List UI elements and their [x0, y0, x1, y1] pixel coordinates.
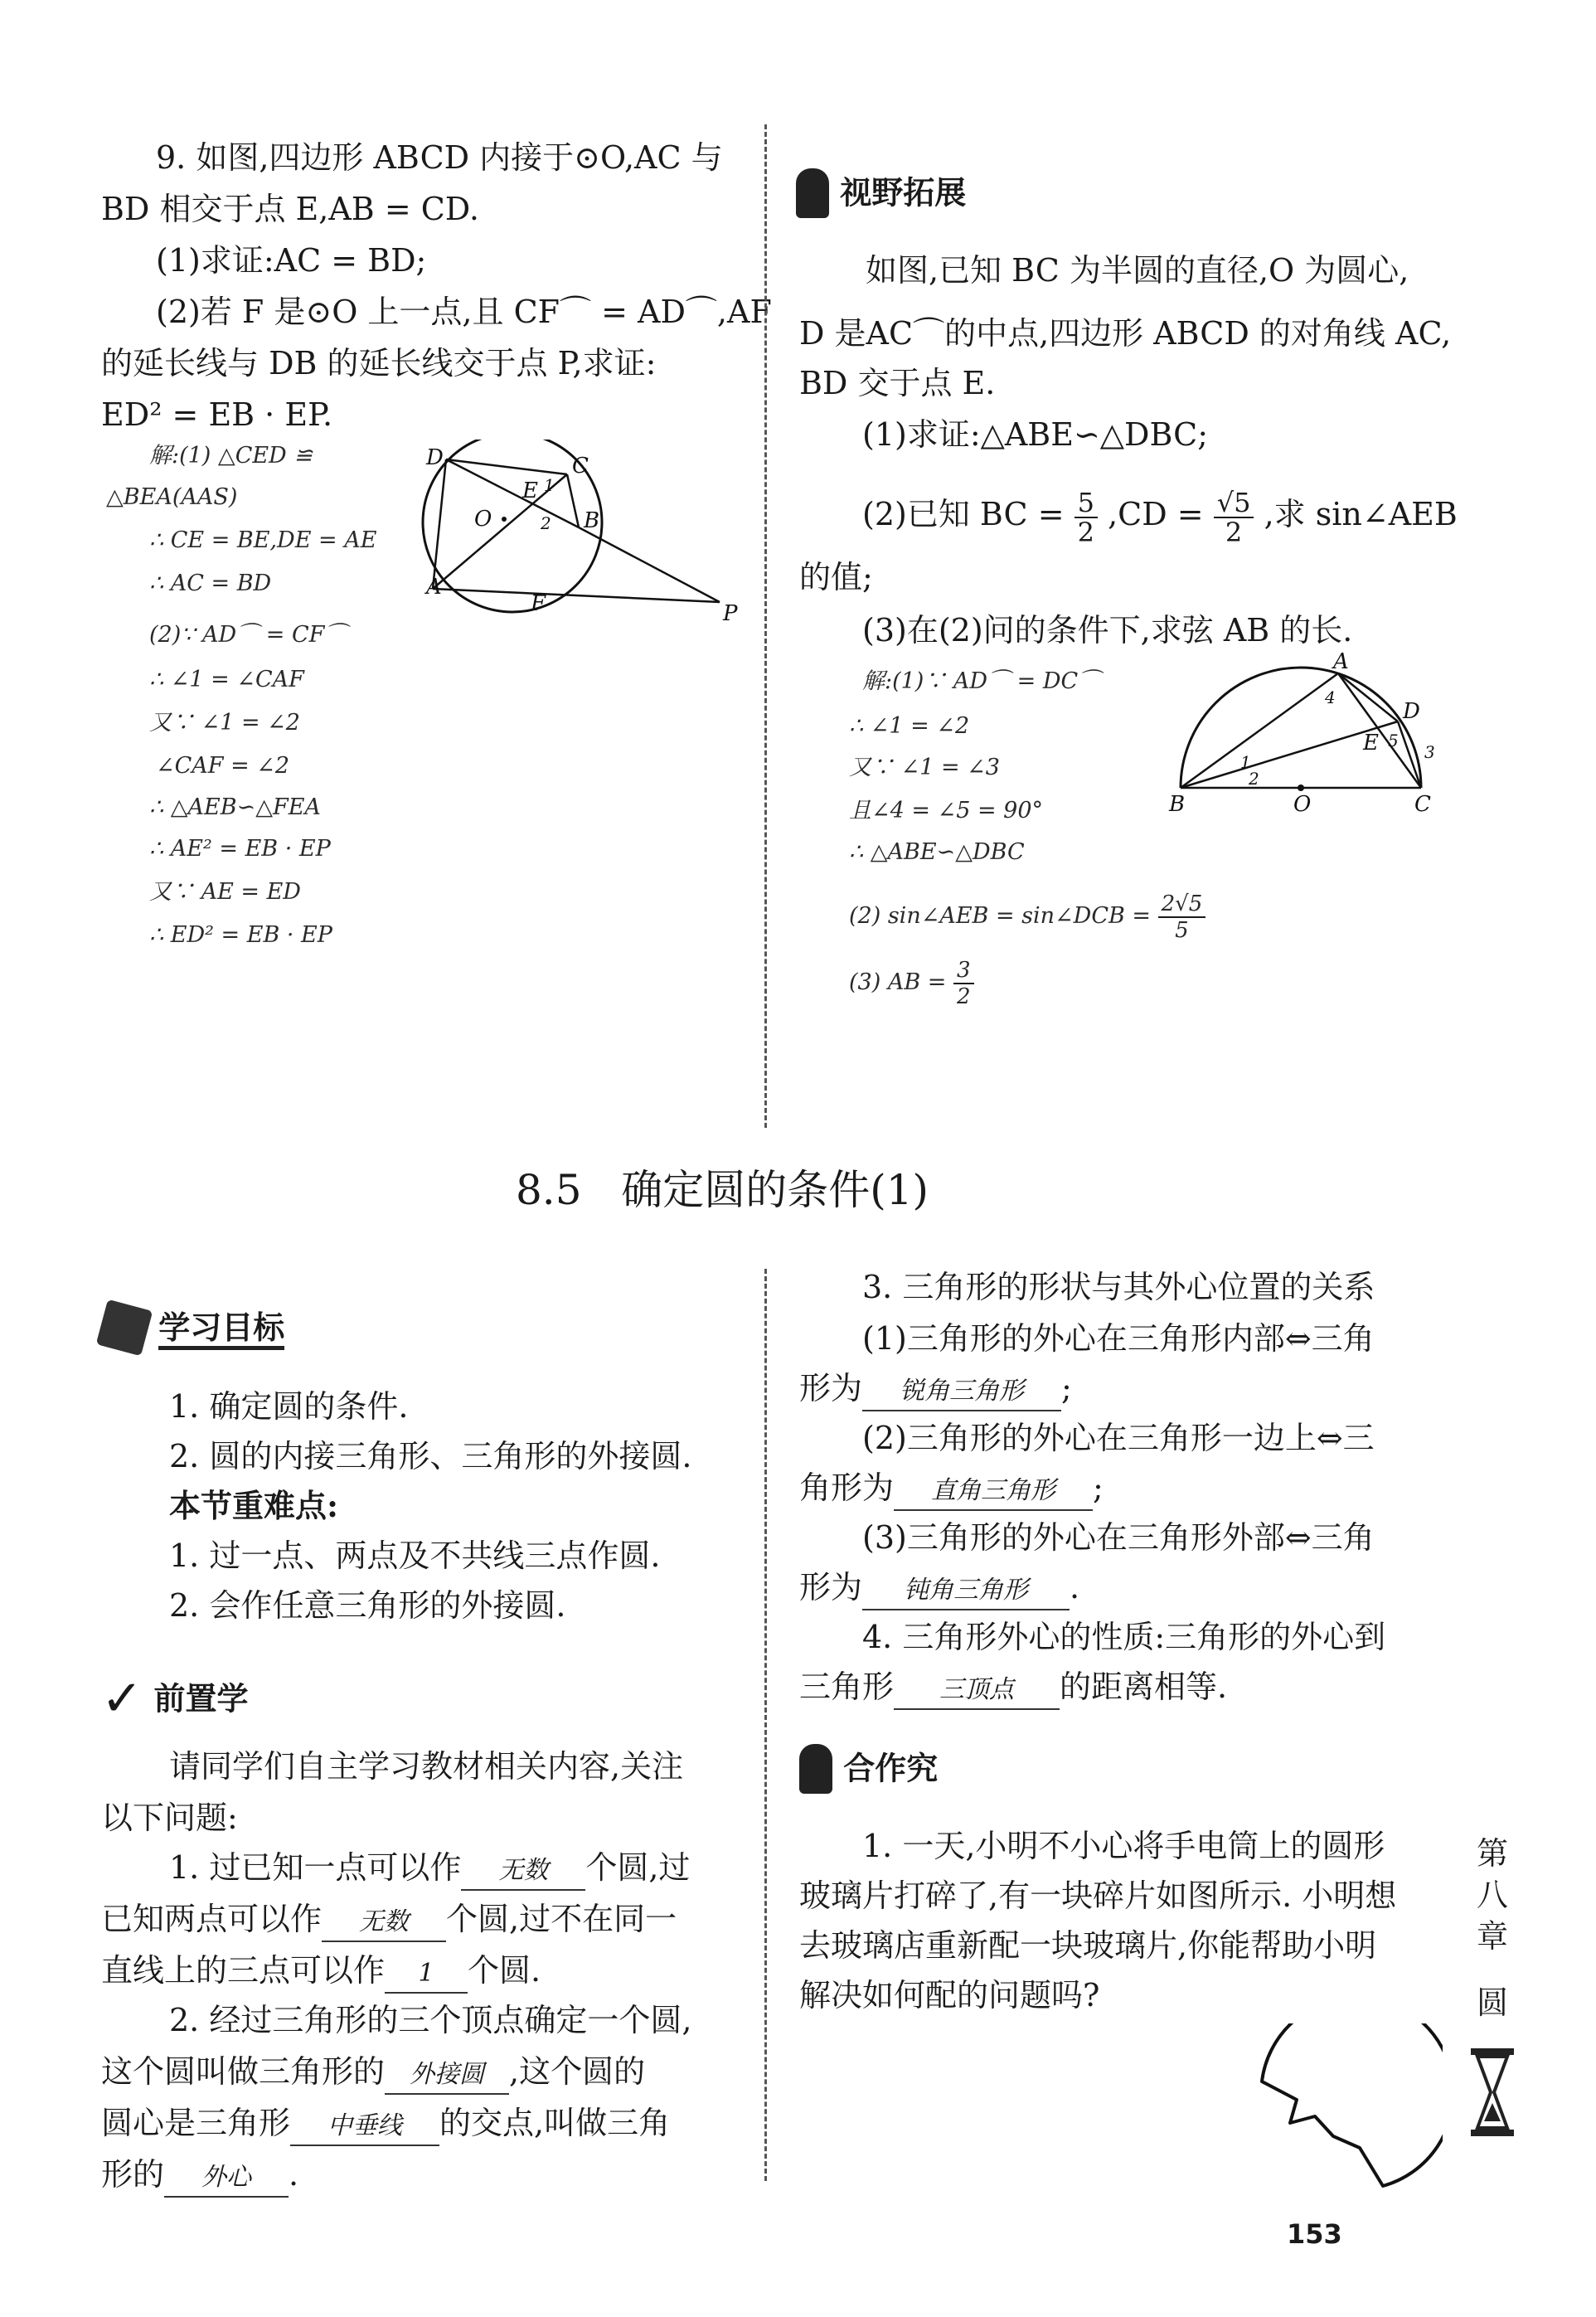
semi-label-1: 1 — [1240, 752, 1251, 772]
vision-q3: (3)在(2)问的条件下,求弦 AB 的长. — [862, 612, 1353, 648]
vision-q2-end: 的值; — [799, 559, 873, 595]
semi-label-5: 5 — [1388, 731, 1399, 750]
side-char-4: 圆 — [1476, 1984, 1508, 2021]
chapter-side-tab — [1467, 1833, 1517, 2023]
relation-3b — [799, 1562, 1079, 1612]
pre-q1-answer-3: 1 — [385, 1955, 468, 1994]
pre-q1-d: 个圆,过不在同一 — [446, 1901, 677, 1937]
p9-solution-12: ∴ ED² = EB · EP — [149, 922, 332, 948]
p9-label-F: F — [531, 591, 546, 616]
cd-den: 2 — [1225, 516, 1243, 548]
p9-label-E: E — [522, 478, 538, 503]
p9-solution-8: ∠CAF = ∠2 — [156, 753, 290, 779]
vision-solution-7 — [849, 954, 974, 1012]
side-char-2: 八 — [1476, 1877, 1508, 1913]
vision-q2-cd-frac — [1214, 488, 1254, 546]
pre-q2-e: 的交点,叫做三角 — [439, 2105, 671, 2141]
pre-q2-f: 形的 — [101, 2156, 165, 2193]
pre-q1-answer-1: 无数 — [461, 1853, 585, 1891]
coop-line-2: 玻璃片打碎了,有一块碎片如图所示. 小明想 — [799, 1877, 1397, 1914]
side-char-3: 章 — [1476, 1918, 1508, 1955]
p9-line-1: 9. 如图,四边形 ABCD 内接于⊙O,AC 与 — [156, 139, 723, 176]
key-title: 本节重难点: — [169, 1487, 339, 1524]
semi-label-4: 4 — [1325, 687, 1336, 707]
relation-2c: ; — [1093, 1469, 1104, 1506]
p9-line-2: BD 相交于点 E,AB = CD. — [101, 191, 480, 227]
pre-q1-line-2 — [101, 1894, 677, 1944]
vision-line-1: 如图,已知 BC 为半圆的直径,O 为圆心, — [866, 252, 1409, 289]
semi-label-A: A — [1333, 649, 1349, 674]
semicircle-figure — [1161, 647, 1443, 813]
property-4b — [799, 1662, 1227, 1712]
key-2: 2. 会作任意三角形的外接圆. — [169, 1587, 566, 1624]
coop-badge-label: 合作究 — [843, 1750, 939, 1787]
pre-q1-line-3 — [101, 1945, 541, 1995]
p9-solution-2: △BEA(AAS) — [106, 484, 238, 510]
semi-label-C: C — [1414, 792, 1431, 813]
vision-solution-3: 又∵ ∠1 = ∠3 — [849, 755, 1000, 780]
relation-answer-1: 锐角三角形 — [862, 1373, 1061, 1411]
semi-label-E: E — [1363, 731, 1379, 755]
semi-label-O: O — [1293, 792, 1312, 813]
key-1: 1. 过一点、两点及不共线三点作圆. — [169, 1537, 661, 1574]
vision-line-2: D 是AC⌒的中点,四边形 ABCD 的对角线 AC, — [799, 315, 1452, 352]
p9-label-O: O — [474, 507, 492, 532]
p9-line-4: (2)若 F 是⊙O 上一点,且 CF⌒ = AD⌒,AF — [156, 294, 772, 330]
sol2-num: 2√5 — [1158, 891, 1206, 918]
pre-q2-answer-1: 外接圆 — [385, 2057, 509, 2095]
pre-q2-b: 这个圆叫做三角形的 — [101, 2053, 386, 2090]
relation-1b-text: 形为 — [799, 1370, 863, 1406]
p9-label-A: A — [426, 575, 442, 600]
p9-label-D: D — [426, 445, 444, 470]
p9-label-B: B — [584, 508, 600, 533]
goals-badge-label: 学习目标 — [158, 1309, 284, 1350]
semi-label-3: 3 — [1424, 742, 1435, 762]
vision-line-4: (1)求证:△ABE∽△DBC; — [862, 416, 1208, 453]
badge-cooperate — [799, 1741, 938, 1794]
property-4c: 的距离相等. — [1060, 1669, 1228, 1705]
pre-q1-c: 已知两点可以作 — [101, 1901, 323, 1937]
p9-solution-7: 又∵ ∠1 = ∠2 — [149, 710, 300, 736]
prestudy-intro-2: 以下问题: — [101, 1800, 238, 1836]
badge-goals — [101, 1300, 284, 1353]
relation-title: 3. 三角形的形状与其外心位置的关系 — [862, 1269, 1375, 1305]
vision-q2-bc-frac — [1075, 488, 1098, 546]
vision-q2-prefix: (2)已知 BC = — [862, 496, 1065, 532]
pre-q1-e: 直线上的三点可以作 — [101, 1952, 386, 1989]
sol2-frac — [1158, 891, 1206, 943]
pre-q2-g: . — [289, 2156, 299, 2193]
relation-1c: ; — [1061, 1370, 1072, 1406]
p9-solution-9: ∴ △AEB∽△FEA — [149, 794, 321, 820]
sol3-num: 3 — [953, 958, 974, 984]
bc-den: 2 — [1077, 516, 1094, 548]
p9-line-6: ED² = EB · EP. — [101, 396, 333, 433]
relation-3c: . — [1070, 1569, 1080, 1605]
prestudy-badge-label: 前置学 — [153, 1680, 249, 1717]
top-column-divider — [764, 124, 767, 1128]
page-number: 153 — [1287, 2218, 1342, 2250]
p9-label-1: 1 — [544, 475, 555, 495]
p9-solution-1: 解:(1) △CED ≌ — [149, 443, 313, 469]
pre-q1-a: 1. 过已知一点可以作 — [169, 1849, 462, 1886]
vision-q2-suffix: ,求 sin∠AEB — [1264, 496, 1458, 532]
pre-q1-answer-2: 无数 — [322, 1904, 446, 1942]
vision-q2-mid: ,CD = — [1108, 496, 1204, 532]
semi-label-2: 2 — [1249, 769, 1259, 789]
badge-vision — [796, 166, 966, 218]
p9-solution-3: ∴ CE = BE,DE = AE — [149, 527, 377, 553]
relation-2b — [799, 1463, 1104, 1513]
goal-2: 2. 圆的内接三角形、三角形的外接圆. — [169, 1438, 692, 1474]
p9-line-5: 的延长线与 DB 的延长线交于点 P,求证: — [101, 345, 657, 381]
checkmark-icon: ✓ — [101, 1669, 143, 1728]
p9-label-C: C — [572, 454, 589, 478]
vision-badge-label: 视野拓展 — [840, 174, 967, 211]
pre-q1-f: 个圆. — [468, 1952, 541, 1989]
vision-q2 — [862, 481, 1458, 547]
sol2-den: 5 — [1175, 917, 1189, 943]
vision-figure-icon — [796, 168, 829, 218]
vision-line-3: BD 交于点 E. — [799, 365, 996, 401]
bc-num: 5 — [1075, 488, 1098, 518]
cube-icon — [96, 1299, 153, 1356]
sol2-prefix: (2) sin∠AEB = sin∠DCB = — [849, 903, 1152, 929]
vision-solution-6 — [849, 887, 1205, 945]
goal-1: 1. 确定圆的条件. — [169, 1388, 409, 1425]
sol3-frac — [953, 958, 974, 1009]
coop-line-4: 解决如何配的问题吗? — [799, 1977, 1100, 2013]
pre-q2-d: 圆心是三角形 — [101, 2105, 291, 2141]
relation-answer-2: 直角三角形 — [894, 1473, 1093, 1511]
p9-solution-4: ∴ AC = BD — [149, 571, 272, 596]
coop-line-3: 去玻璃店重新配一块玻璃片,你能帮助小明 — [799, 1927, 1377, 1964]
property-answer: 三顶点 — [894, 1672, 1060, 1710]
vision-solution-5: ∴ △ABE∽△DBC — [849, 839, 1025, 865]
side-char-1: 第 — [1476, 1835, 1508, 1872]
p9-line-3: (1)求证:AC = BD; — [156, 242, 427, 279]
coop-line-1: 1. 一天,小明不小心将手电筒上的圆形 — [862, 1828, 1385, 1864]
relation-1b — [799, 1363, 1072, 1413]
pre-q2-answer-3: 外心 — [164, 2159, 289, 2198]
p9-circle-figure — [415, 440, 746, 639]
pre-q2-line-3 — [101, 2098, 670, 2148]
property-4b-text: 三角形 — [799, 1669, 895, 1705]
p9-label-P: P — [723, 601, 738, 626]
pre-q1-b: 个圆,过 — [585, 1849, 691, 1886]
prestudy-intro-1: 请同学们自主学习教材相关内容,关注 — [169, 1748, 684, 1785]
sol3-den: 2 — [956, 984, 971, 1009]
hourglass-icon — [1469, 2047, 1516, 2138]
pre-q2-line-2 — [101, 2047, 645, 2096]
pre-q1-line-1 — [169, 1843, 690, 1892]
p9-solution-5: (2)∵ AD⌒ = CF⌒ — [149, 622, 347, 648]
pre-q2-c: ,这个圆的 — [509, 2053, 646, 2090]
p9-solution-11: 又∵ AE = ED — [149, 879, 301, 905]
property-4a: 4. 三角形外心的性质:三角形的外心到 — [862, 1619, 1386, 1655]
vision-solution-2: ∴ ∠1 = ∠2 — [849, 713, 970, 739]
coop-figure-icon — [799, 1744, 832, 1794]
pre-q2-line-4 — [101, 2149, 298, 2199]
cd-num: √5 — [1214, 488, 1254, 518]
semi-label-D: D — [1403, 699, 1420, 724]
pre-q2-line-1: 2. 经过三角形的三个顶点确定一个圆, — [169, 2002, 692, 2038]
semi-label-B: B — [1169, 792, 1186, 813]
badge-prestudy — [101, 1669, 249, 1728]
pre-q2-answer-2: 中垂线 — [290, 2108, 439, 2146]
relation-2a: (2)三角形的外心在三角形一边上⇔三 — [862, 1420, 1375, 1456]
glass-shard-figure — [1244, 2023, 1443, 2198]
relation-3a: (3)三角形的外心在三角形外部⇔三角 — [862, 1519, 1375, 1556]
p9-solution-10: ∴ AE² = EB · EP — [149, 836, 331, 862]
section-title: 8.5 确定圆的条件(1) — [516, 1166, 929, 1214]
relation-2b-text: 角形为 — [799, 1469, 895, 1506]
sol3-prefix: (3) AB = — [849, 969, 947, 995]
p9-label-2: 2 — [541, 513, 551, 533]
vision-solution-4: 且∠4 = ∠5 = 90° — [849, 798, 1044, 823]
relation-3b-text: 形为 — [799, 1569, 863, 1605]
vision-solution-1: 解:(1)∵ AD⌒ = DC⌒ — [862, 668, 1101, 694]
bottom-column-divider — [764, 1269, 767, 2181]
p9-solution-6: ∴ ∠1 = ∠CAF — [149, 667, 304, 692]
relation-1a: (1)三角形的外心在三角形内部⇔三角 — [862, 1320, 1375, 1357]
relation-answer-3: 钝角三角形 — [862, 1572, 1070, 1610]
